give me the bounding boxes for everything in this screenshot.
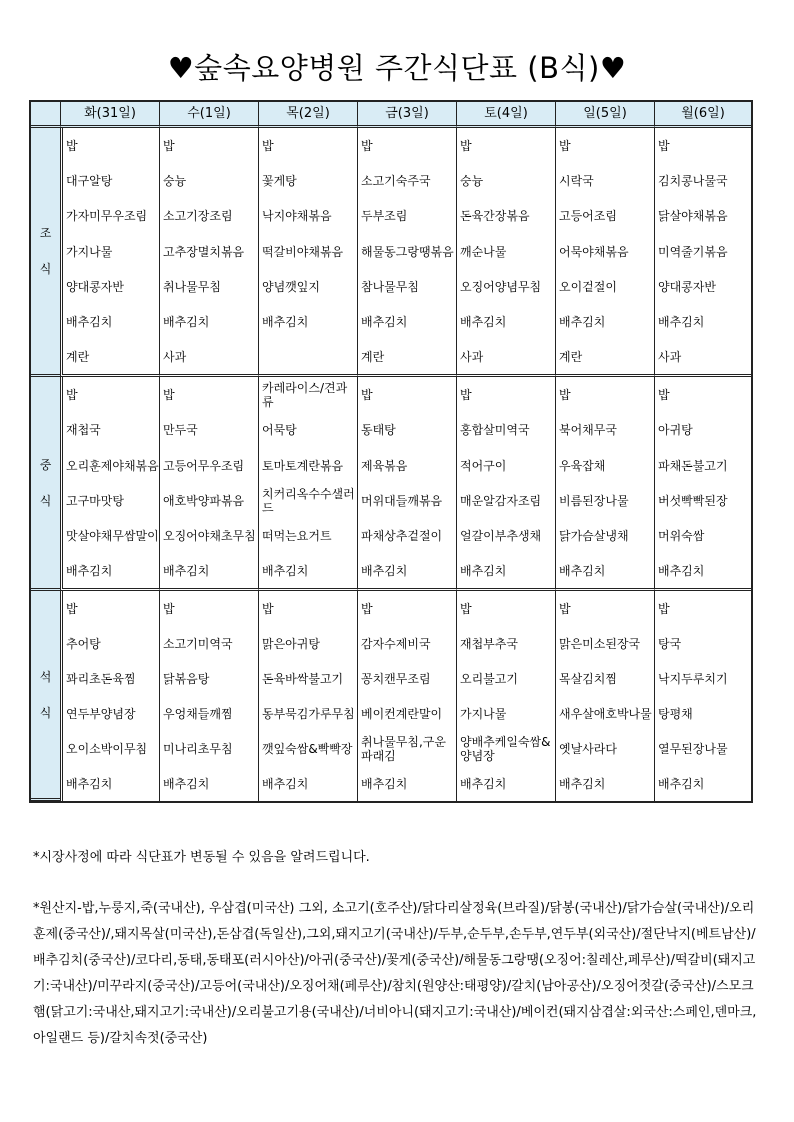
menu-item: 해물동그랑땡볶음 <box>357 234 456 269</box>
menu-item: 사과 <box>159 339 258 377</box>
day-header: 월(6일) <box>654 102 751 128</box>
menu-item: 낙지야채볶음 <box>258 198 357 234</box>
menu-item: 밥 <box>357 377 456 412</box>
menu-item: 북어채무국 <box>555 412 654 448</box>
menu-row <box>31 661 751 696</box>
menu-item: 배추김치 <box>159 766 258 801</box>
menu-item: 머위대들깨볶음 <box>357 483 456 518</box>
menu-item: 밥 <box>456 377 555 412</box>
menu-item: 밥 <box>357 591 456 626</box>
day-header: 금(3일) <box>357 102 456 128</box>
day-header: 수(1일) <box>159 102 258 128</box>
menu-item: 밥 <box>555 591 654 626</box>
menu-item: 취나물무침,구운파래김 <box>357 731 456 766</box>
menu-item: 동태탕 <box>357 412 456 448</box>
menu-item: 오리훈제야채볶음 <box>60 448 159 483</box>
menu-item: 밥 <box>60 128 159 163</box>
menu-row <box>31 448 751 483</box>
menu-item: 베이컨계란말이 <box>357 696 456 731</box>
menu-item: 파채돈불고기 <box>654 448 751 483</box>
menu-item: 밥 <box>357 128 456 163</box>
menu-row <box>31 163 751 198</box>
menu-item: 꽁치캔무조림 <box>357 661 456 696</box>
menu-item: 사과 <box>654 339 751 377</box>
menu-item: 어묵야채볶음 <box>555 234 654 269</box>
menu-item: 맑은아귀탕 <box>258 626 357 661</box>
menu-item: 오징어야채초무침 <box>159 518 258 553</box>
menu-item: 애호박양파볶음 <box>159 483 258 518</box>
menu-item: 목살김치찜 <box>555 661 654 696</box>
day-header: 일(5일) <box>555 102 654 128</box>
menu-item: 닭가슴살냉채 <box>555 518 654 553</box>
menu-item: 토마토계란볶음 <box>258 448 357 483</box>
menu-item: 돈육간장볶음 <box>456 198 555 234</box>
origin-notice: *원산지-밥,누룽지,죽(국내산), 우삼겹(미국산) 그외, 소고기(호주산)/닭다리살정육(브라질)/닭봉(국내산)/닭가슴살(국내산)/오리훈제(중국산)/,돼지목살(미국산),돈삼겹(독일산),그외,돼지고기(국내산)/두부,순두부,손두부,연두부(외국산)/절단낙지(베트남산)/배추김치(중국산)/코다리,동태,동태포(러시아산)/아귀(중국산)/꽃게(중국산)/해물동그랑땡(오징어:칠레산,페루산)/떡갈비(돼지고기:국내산)/미꾸라지(중국산)/고등어(국내산)/오징어채(페루산)/참치(원양산:태평양)/갈치(남아공산)/오징어젓갈(중국산)/스모크햄(닭고기:국내산,돼지고기:국내산)/오리불고기용(국내산)/너비아니(돼지고기:국내산)/베이컨(돼지삼겹살:외국산:스페인,덴마크,아일랜드 등)/갈치속젓(중국산) <box>33 901 757 1046</box>
menu-item: 꽃게탕 <box>258 163 357 198</box>
menu-item: 배추김치 <box>654 553 751 591</box>
menu-item: 배추김치 <box>258 766 357 801</box>
menu-item: 밥 <box>654 128 751 163</box>
menu-item: 두부조림 <box>357 198 456 234</box>
menu-row <box>31 518 751 553</box>
menu-item: 옛날사라다 <box>555 731 654 766</box>
menu-row <box>31 412 751 448</box>
menu-item: 카레라이스/견과류 <box>258 377 357 412</box>
menu-item: 사과 <box>456 339 555 377</box>
menu-row <box>31 304 751 339</box>
menu-item: 우육잡채 <box>555 448 654 483</box>
menu-item: 양대콩자반 <box>60 269 159 304</box>
corner-cell <box>31 102 60 128</box>
menu-item: 배추김치 <box>654 304 751 339</box>
menu-item: 파채상추겉절이 <box>357 518 456 553</box>
day-header: 토(4일) <box>456 102 555 128</box>
menu-item: 김치콩나물국 <box>654 163 751 198</box>
menu-item: 낙지두루치기 <box>654 661 751 696</box>
menu-item: 배추김치 <box>456 304 555 339</box>
menu-item: 밥 <box>159 128 258 163</box>
menu-item: 배추김치 <box>357 766 456 801</box>
menu-item: 떡갈비야채볶음 <box>258 234 357 269</box>
menu-item: 미역줄기볶음 <box>654 234 751 269</box>
menu-item: 열무된장나물 <box>654 731 751 766</box>
meal-label <box>31 128 60 377</box>
menu-item: 닭살야채볶음 <box>654 198 751 234</box>
meal-label <box>31 591 60 801</box>
menu-item: 오이겉절이 <box>555 269 654 304</box>
menu-item: 머위숙쌈 <box>654 518 751 553</box>
meal-label-char: 석 <box>39 669 52 684</box>
menu-item: 맑은미소된장국 <box>555 626 654 661</box>
menu-change-notice: *시장사정에 따라 식단표가 변동될 수 있음을 알려드립니다. <box>33 850 370 865</box>
menu-item: 밥 <box>258 591 357 626</box>
menu-item: 적어구이 <box>456 448 555 483</box>
menu-item: 배추김치 <box>159 553 258 591</box>
meal-label-char: 식 <box>39 262 52 276</box>
menu-item: 밥 <box>654 377 751 412</box>
menu-item: 배추김치 <box>456 766 555 801</box>
menu-item: 배추김치 <box>60 553 159 591</box>
menu-row <box>31 339 751 377</box>
menu-item: 고등어무우조림 <box>159 448 258 483</box>
day-header: 목(2일) <box>258 102 357 128</box>
menu-item: 대구알탕 <box>60 163 159 198</box>
menu-item: 밥 <box>60 377 159 412</box>
menu-row <box>31 483 751 518</box>
menu-row <box>31 591 751 626</box>
menu-item: 오리불고기 <box>456 661 555 696</box>
menu-row <box>31 234 751 269</box>
menu-item: 배추김치 <box>258 304 357 339</box>
meal-label-char: 식 <box>39 705 52 720</box>
menu-item: 계란 <box>60 339 159 377</box>
menu-item: 밥 <box>654 591 751 626</box>
menu-item: 비름된장나물 <box>555 483 654 518</box>
menu-item: 배추김치 <box>456 553 555 591</box>
menu-item: 치커리옥수수샐러드 <box>258 483 357 518</box>
menu-item: 소고기숙주국 <box>357 163 456 198</box>
menu-item: 재첩부추국 <box>456 626 555 661</box>
menu-item: 연두부양념장 <box>60 696 159 731</box>
menu-item: 가지나물 <box>60 234 159 269</box>
menu-item: 홍합살미역국 <box>456 412 555 448</box>
menu-item: 돈육바싹불고기 <box>258 661 357 696</box>
menu-item: 밥 <box>456 591 555 626</box>
menu-item: 제육볶음 <box>357 448 456 483</box>
menu-item: 양대콩자반 <box>654 269 751 304</box>
menu-item: 감자수제비국 <box>357 626 456 661</box>
menu-item: 배추김치 <box>555 553 654 591</box>
menu-item: 탕국 <box>654 626 751 661</box>
menu-item: 계란 <box>555 339 654 377</box>
page-title: ♥숲속요양병원 주간식단표 (B식)♥ <box>167 51 627 85</box>
menu-item: 매운알감자조림 <box>456 483 555 518</box>
weekly-menu-table <box>29 100 753 803</box>
menu-item: 양념깻잎지 <box>258 269 357 304</box>
menu-item: 배추김치 <box>159 304 258 339</box>
meal-label-char: 중 <box>39 457 52 472</box>
menu-item: 배추김치 <box>60 304 159 339</box>
menu-item: 밥 <box>159 377 258 412</box>
menu-row <box>31 377 751 412</box>
meal-label <box>31 377 60 591</box>
menu-item: 배추김치 <box>60 766 159 801</box>
menu-item: 배추김치 <box>555 766 654 801</box>
menu-row <box>31 198 751 234</box>
menu-item: 가자미무우조림 <box>60 198 159 234</box>
menu-item: 깻잎숙쌈&빡빡장 <box>258 731 357 766</box>
menu-item: 시락국 <box>555 163 654 198</box>
menu-item: 숭늉 <box>456 163 555 198</box>
menu-item: 깨순나물 <box>456 234 555 269</box>
menu-item: 재첩국 <box>60 412 159 448</box>
meal-label-char: 식 <box>39 493 52 508</box>
menu-row <box>31 269 751 304</box>
menu-item: 취나물무침 <box>159 269 258 304</box>
day-header-row <box>31 102 751 128</box>
menu-item: 어묵탕 <box>258 412 357 448</box>
menu-item: 밥 <box>456 128 555 163</box>
menu-item: 밥 <box>159 591 258 626</box>
menu-item: 배추김치 <box>555 304 654 339</box>
menu-row <box>31 766 751 801</box>
day-header: 화(31일) <box>60 102 159 128</box>
menu-item: 버섯빡빡된장 <box>654 483 751 518</box>
menu-item: 오이소박이무침 <box>60 731 159 766</box>
menu-item: 양배추케일숙쌈&양념장 <box>456 731 555 766</box>
menu-item: 동부묵김가루무침 <box>258 696 357 731</box>
menu-item: 미나리초무침 <box>159 731 258 766</box>
menu-item: 숭늉 <box>159 163 258 198</box>
menu-item: 밥 <box>60 591 159 626</box>
menu-item: 오징어양념무침 <box>456 269 555 304</box>
menu-item: 밥 <box>258 128 357 163</box>
menu-item: 배추김치 <box>357 553 456 591</box>
menu-item: 밥 <box>555 128 654 163</box>
menu-item: 닭볶음탕 <box>159 661 258 696</box>
menu-item: 고구마맛탕 <box>60 483 159 518</box>
menu-item: 배추김치 <box>654 766 751 801</box>
menu-item: 가지나물 <box>456 696 555 731</box>
menu-row <box>31 731 751 766</box>
menu-item: 얼갈이부추생채 <box>456 518 555 553</box>
menu-item: 계란 <box>357 339 456 377</box>
menu-item: 배추김치 <box>357 304 456 339</box>
menu-item: 떠먹는요거트 <box>258 518 357 553</box>
menu-item: 탕평채 <box>654 696 751 731</box>
menu-item: 소고기미역국 <box>159 626 258 661</box>
menu-item: 우엉채들깨찜 <box>159 696 258 731</box>
menu-row <box>31 626 751 661</box>
menu-row <box>31 696 751 731</box>
menu-item: 아귀탕 <box>654 412 751 448</box>
menu-row <box>31 128 751 163</box>
menu-item: 추어탕 <box>60 626 159 661</box>
menu-item: 참나물무침 <box>357 269 456 304</box>
meal-label-char: 조 <box>39 226 52 240</box>
menu-item: 밥 <box>555 377 654 412</box>
menu-item: 고등어조림 <box>555 198 654 234</box>
menu-item: 만두국 <box>159 412 258 448</box>
menu-item: 새우살애호박나물 <box>555 696 654 731</box>
menu-item: 배추김치 <box>258 553 357 591</box>
menu-item <box>258 339 357 377</box>
menu-row <box>31 553 751 591</box>
menu-item: 소고기장조림 <box>159 198 258 234</box>
menu-item: 꽈리초돈육찜 <box>60 661 159 696</box>
menu-item: 맛살야채무쌈말이 <box>60 518 159 553</box>
menu-item: 고추장멸치볶음 <box>159 234 258 269</box>
